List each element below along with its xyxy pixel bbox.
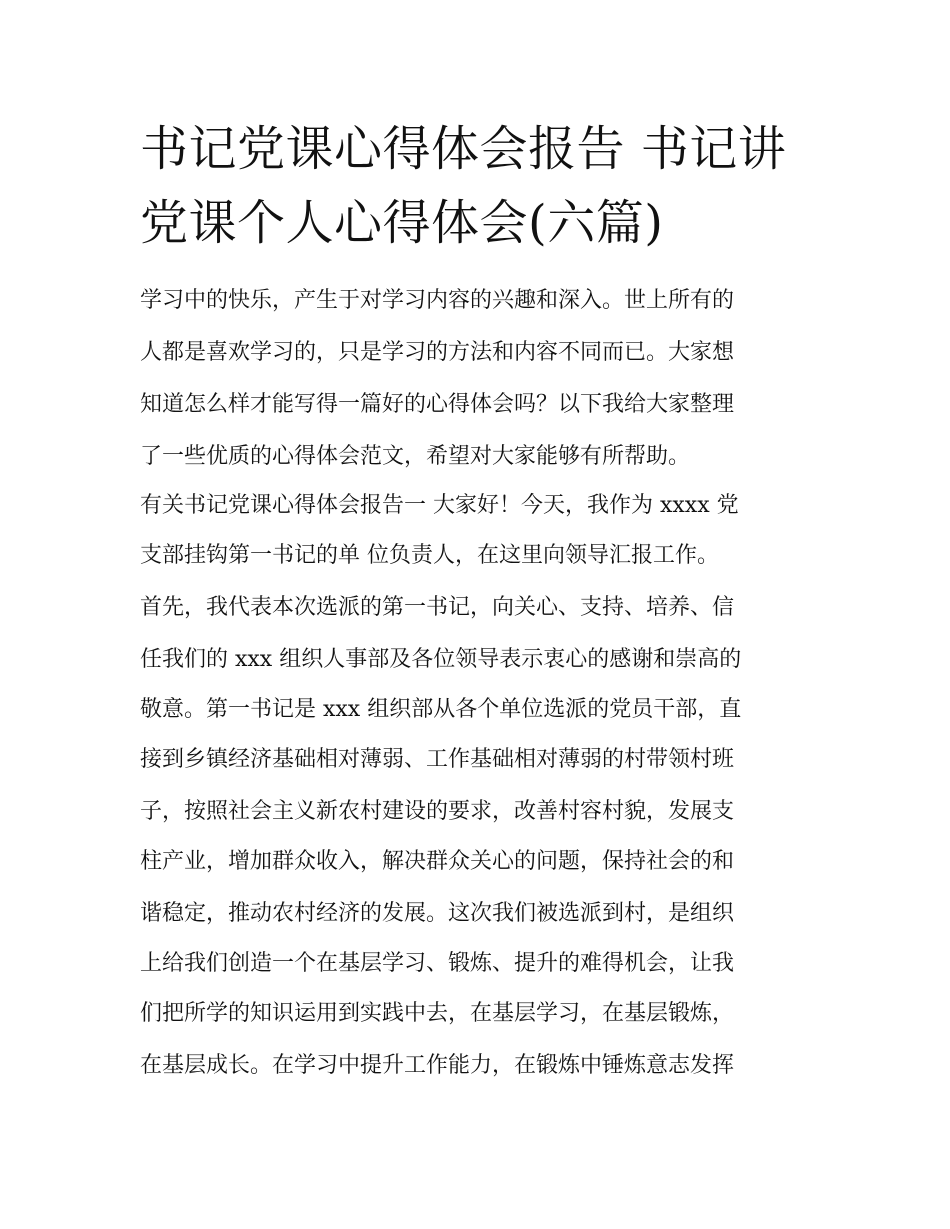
body-line-5: 有关书记党课心得体会报告一 大家好！今天，我作为 xxxx 党: [140, 493, 739, 518]
document-title-line-2: 党课个人心得体会(六篇): [140, 195, 664, 251]
body-line-8: 任我们的 xxx 组织人事部及各位领导表示衷心的感谢和崇高的: [140, 647, 742, 672]
body-line-2: 人都是喜欢学习的，只是学习的方法和内容不同而已。大家想: [140, 340, 735, 365]
body-line-13: 谐稳定，推动农村经济的发展。这次我们被选派到村，是组织: [140, 901, 735, 926]
body-line-1: 学习中的快乐，产生于对学习内容的兴趣和深入。世上所有的: [140, 288, 735, 313]
body-line-15: 们把所学的知识运用到实践中去，在基层学习，在基层锻炼，: [140, 1001, 735, 1026]
body-line-12: 柱产业，增加群众收入，解决群众关心的问题，保持社会的和: [140, 849, 735, 874]
body-line-6: 支部挂钩第一书记的单 位负责人，在这里向领导汇报工作。: [140, 543, 719, 568]
body-line-16: 在基层成长。在学习中提升工作能力，在锻炼中锤炼意志发挥: [140, 1053, 735, 1078]
body-line-14: 上给我们创造一个在基层学习、锻炼、提升的难得机会，让我: [140, 951, 735, 976]
body-line-11: 子，按照社会主义新农村建设的要求，改善村容村貌，发展支: [140, 799, 735, 824]
body-line-10: 接到乡镇经济基础相对薄弱、工作基础相对薄弱的村带领村班: [140, 747, 735, 772]
body-line-4: 了一些优质的心得体会范文，希望对大家能够有所帮助。: [140, 444, 691, 469]
body-line-3: 知道怎么样才能写得一篇好的心得体会吗？以下我给大家整理: [140, 392, 735, 417]
body-line-7: 首先，我代表本次选派的第一书记，向关心、支持、培养、信: [140, 595, 735, 620]
body-line-9: 敬意。第一书记是 xxx 组织部从各个单位选派的党员干部，直: [140, 697, 742, 722]
document-title-line-1: 书记党课心得体会报告 书记讲: [140, 121, 787, 177]
